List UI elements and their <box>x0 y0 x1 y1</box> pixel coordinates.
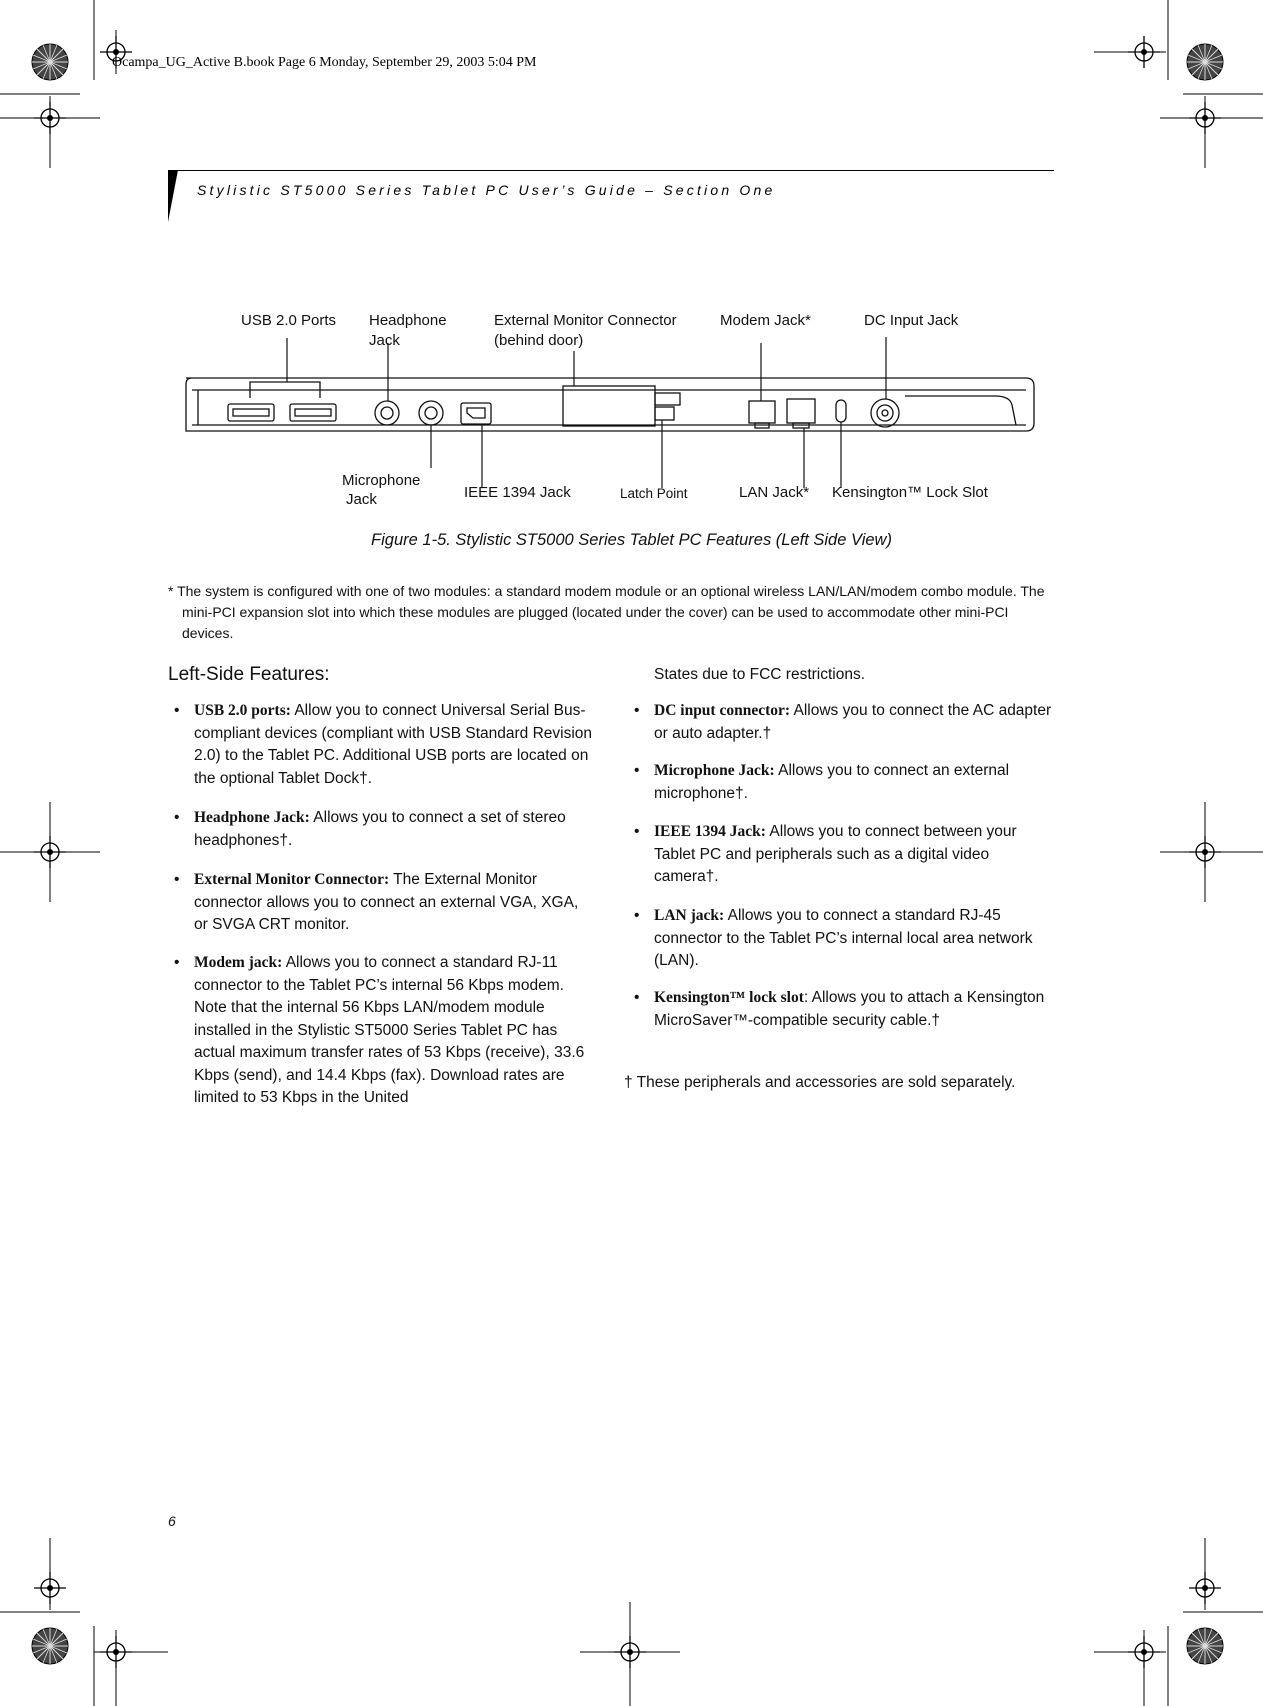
list-item: • USB 2.0 ports: Allow you to connect Universal Serial Bus-compliant devices (compliant with USB Standard Revision 2.0) to the Tablet PC. Additional USB ports are located on the optional Tablet Dock†. <box>174 702 593 787</box>
list-item: • Modem jack: Allows you to connect a standard RJ-11 connector to the Tablet PC’s internal 56 Kbps modem. Note that the internal 56 Kbps LAN/modem module installed in the Stylistic ST5000 Series Tablet PC has actual maximum transfer rates of 53 Kbps (receive), 33.6 Kbps (send), and 14.4 Kbps (fax). Download rates are limited to 53 Kbps in the United <box>174 954 585 1106</box>
label-lan-jack: LAN Jack* <box>739 484 810 501</box>
list-item: • Microphone Jack: Allows you to connect an external microphone†. <box>634 762 1010 802</box>
label-headphone-jack-2: Jack <box>369 332 400 349</box>
label-kensington-lock-slot: Kensington™ Lock Slot <box>832 484 988 501</box>
label-dc-input-jack: DC Input Jack <box>864 312 959 329</box>
label-external-monitor-1: External Monitor Connector <box>494 312 677 329</box>
book-slug: Ocampa_UG_Active B.book Page 6 Monday, September 29, 2003 5:04 PM <box>112 55 537 70</box>
list-item: • External Monitor Connector: The External Monitor connector allows you to connect an external VGA, XGA, or SVGA CRT monitor. <box>174 871 579 933</box>
dagger-footnote: † These peripherals and accessories are sold separately. <box>624 1074 1016 1091</box>
list-item: • Headphone Jack: Allows you to connect a set of stereo headphones†. <box>174 809 566 849</box>
label-modem-jack: Modem Jack* <box>720 312 811 329</box>
label-usb-ports: USB 2.0 Ports <box>241 312 337 329</box>
label-ieee-1394-jack: IEEE 1394 Jack <box>464 484 571 501</box>
label-headphone-jack-1: Headphone <box>369 312 447 329</box>
running-head: Stylistic ST5000 Series Tablet PC User’s Guide – Section One <box>197 182 776 198</box>
page-number: 6 <box>168 1513 176 1529</box>
list-item: • IEEE 1394 Jack: Allows you to connect between your Tablet PC and peripherals such as a digital video camera†. <box>634 823 1017 885</box>
list-item: • DC input connector: Allows you to connect the AC adapter or auto adapter.† <box>634 702 1052 742</box>
section-heading: Left-Side Features: <box>168 664 330 685</box>
figure-caption: Figure 1-5. Stylistic ST5000 Series Tablet PC Features (Left Side View) <box>371 531 892 549</box>
label-microphone-jack-2: Jack <box>346 491 377 508</box>
list-item: • LAN jack: Allows you to connect a standard RJ-45 connector to the Tablet PC’s internal local area network (LAN). <box>634 907 1033 969</box>
label-latch-point: Latch Point <box>620 486 688 501</box>
label-microphone-jack-1: Microphone <box>342 472 421 489</box>
list-item: • Kensington™ lock slot: Allows you to attach a Kensington MicroSaver™-compatible security cable.† <box>634 989 1045 1029</box>
modem-footnote: * The system is configured with one of two modules: a standard modem module or an optional wireless LAN/LAN/modem combo module. The mini-PCI expansion slot into which these modules are plugged (located under the cover) can be used to accommodate other mini-PCI devices. <box>168 583 1045 641</box>
label-external-monitor-2: (behind door) <box>494 332 584 349</box>
continuation-text: States due to FCC restrictions. <box>654 666 866 683</box>
